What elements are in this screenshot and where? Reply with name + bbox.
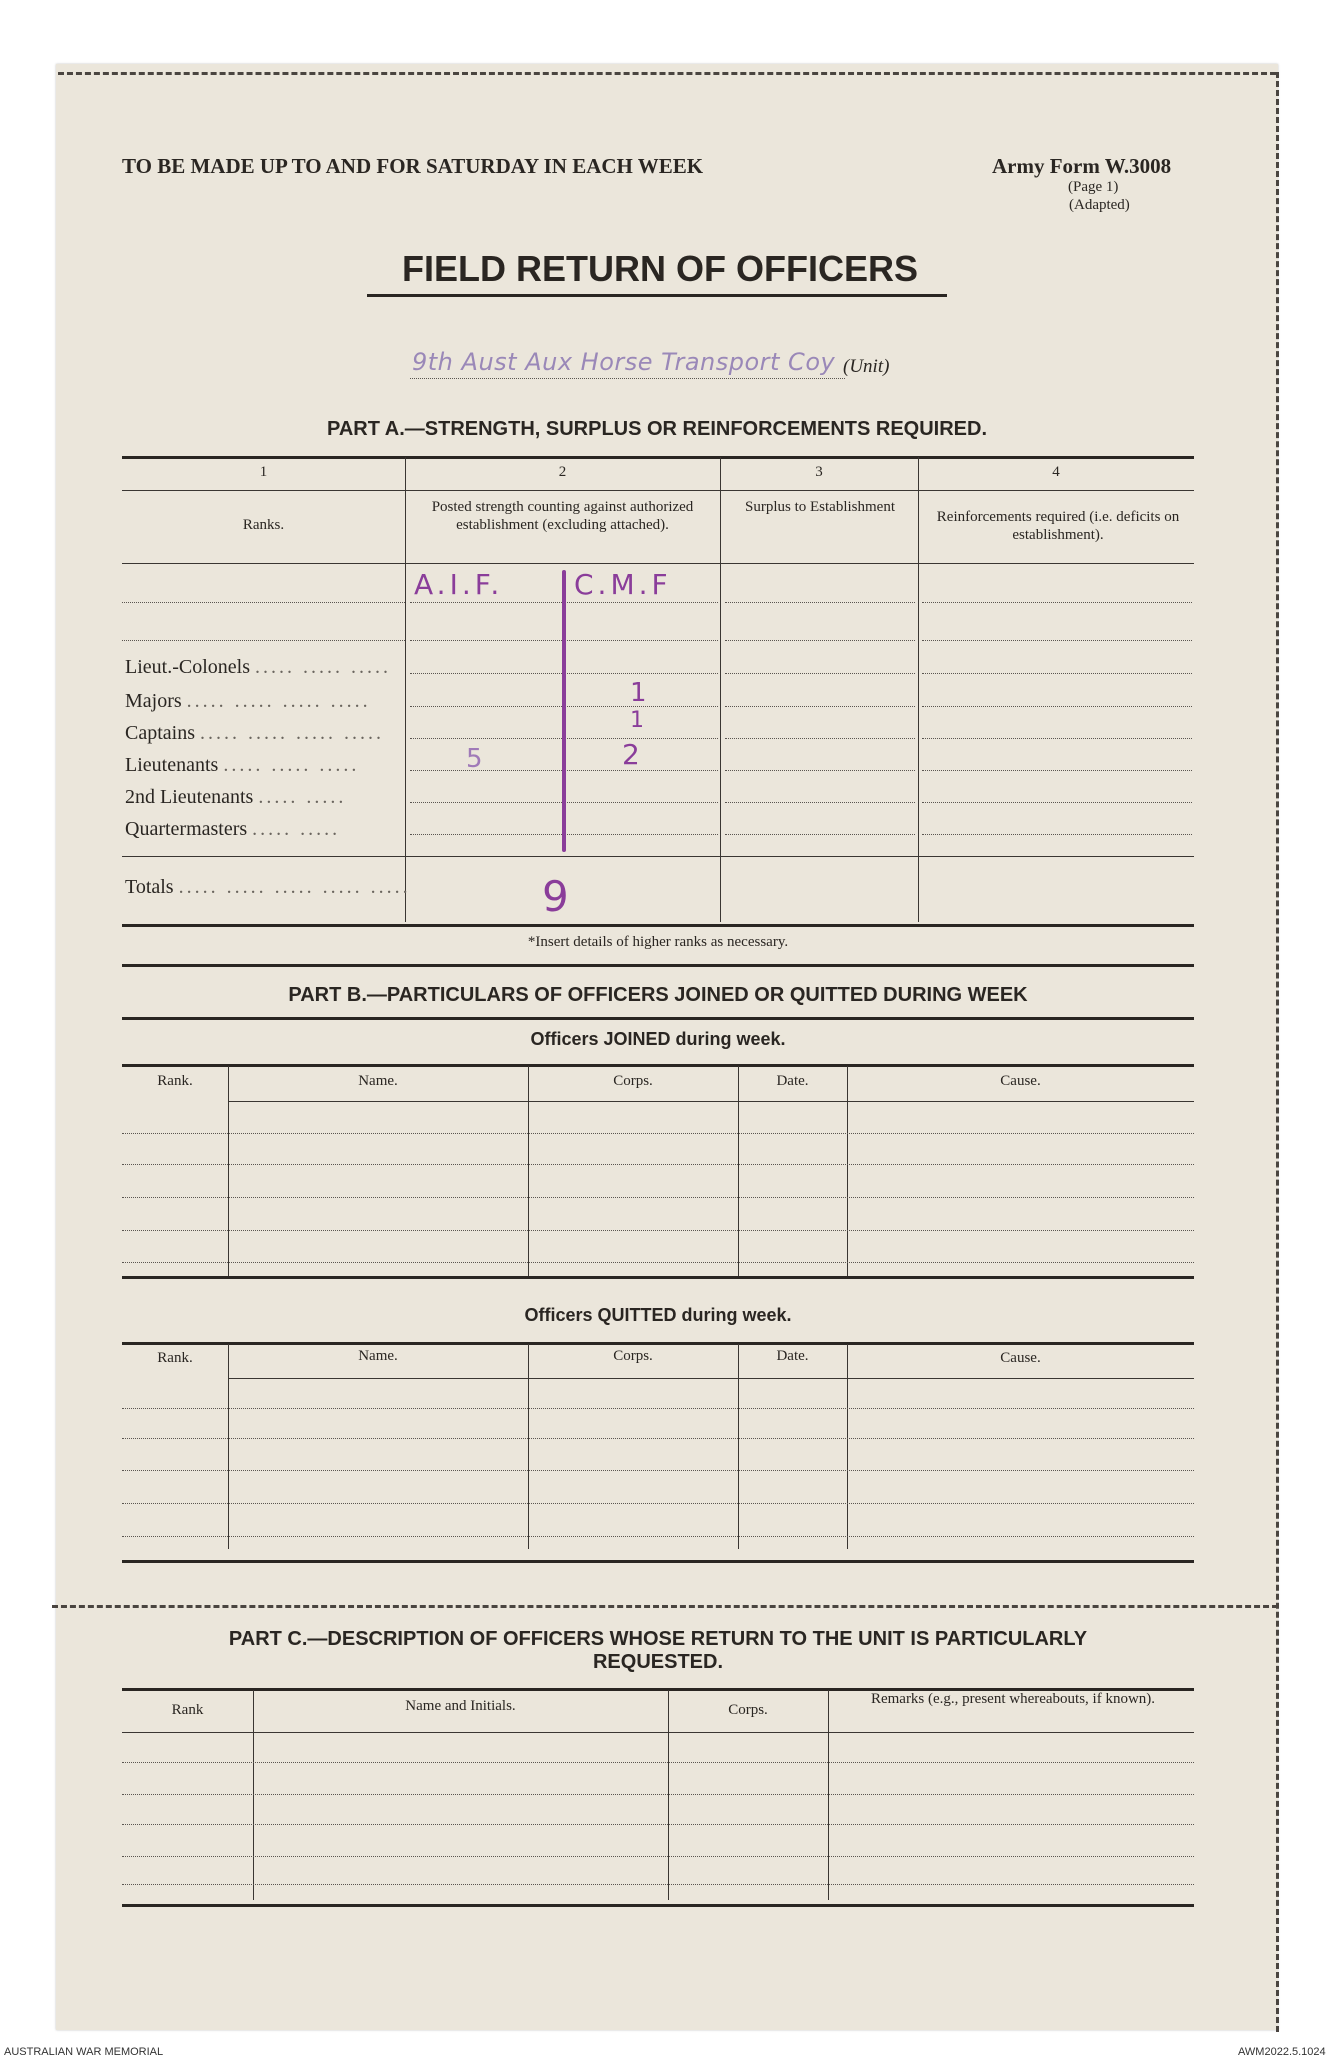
- row-rule: [122, 1262, 1194, 1263]
- part-c-col-sep: [828, 1690, 829, 1900]
- row-rule: [922, 834, 1192, 835]
- part-a-footnote: *Insert details of higher ranks as necessary.: [527, 934, 789, 950]
- row-rule: [725, 706, 915, 707]
- row-rule: [922, 738, 1192, 739]
- row-rule: [122, 1824, 1194, 1825]
- perforation-right: [1276, 72, 1279, 2032]
- quitted-bottom-rule: [122, 1560, 1194, 1563]
- part-b-heading: PART B.—PARTICULARS OF OFFICERS JOINED OR QUITTED DURING WEEK: [288, 984, 1028, 1006]
- quitted-header-rank: Rank.: [157, 1350, 193, 1366]
- quitted-header-corps: Corps.: [613, 1348, 653, 1364]
- quitted-top-rule: [122, 1342, 1194, 1345]
- col-number-1: 1: [259, 464, 268, 480]
- joined-col-sep: [228, 1066, 229, 1276]
- title-underline: [367, 294, 947, 297]
- col-header-reinforcements: Reinforcements required (i.e. deficits on establishment).: [936, 509, 1180, 543]
- row-rule: [122, 1884, 1194, 1885]
- row-rule: [122, 1856, 1194, 1857]
- col-header-ranks: Ranks.: [242, 517, 285, 533]
- rank-lieutenants: Lieutenants ..... ..... .....: [125, 754, 360, 776]
- part-c-header-corps: Corps.: [728, 1702, 768, 1718]
- joined-bottom-rule: [122, 1276, 1194, 1279]
- part-a-col-sep-3: [918, 457, 919, 922]
- part-c-col-sep: [668, 1690, 669, 1900]
- page-title: FIELD RETURN OF OFFICERS: [402, 248, 918, 289]
- row-rule: [922, 770, 1192, 771]
- part-c-bottom-rule: [122, 1904, 1194, 1907]
- handwritten-cmf: C.M.F: [574, 568, 672, 601]
- joined-col-sep: [738, 1066, 739, 1276]
- part-b-heading-rule: [122, 1017, 1194, 1020]
- rank-lieut-colonels: Lieut.-Colonels ..... ..... .....: [125, 656, 391, 678]
- handwritten-lieutenants-aif: 5: [466, 744, 483, 774]
- quitted-header-cause: Cause.: [1000, 1350, 1041, 1366]
- quitted-title: Officers QUITTED during week.: [524, 1305, 792, 1325]
- quitted-header-date: Date.: [776, 1348, 809, 1364]
- row-rule: [122, 1794, 1194, 1795]
- row-rule: [922, 673, 1192, 674]
- row-rule: [122, 1503, 1194, 1504]
- footer-credit-left: AUSTRALIAN WAR MEMORIAL: [4, 2046, 164, 2058]
- joined-col-sep: [528, 1066, 529, 1276]
- quitted-col-sep: [228, 1344, 229, 1549]
- row-rule: [922, 802, 1192, 803]
- row-rule: [922, 640, 1192, 641]
- row-rule: [725, 770, 915, 771]
- handwritten-divider: [562, 570, 566, 852]
- col-number-2: 2: [558, 464, 567, 480]
- row-rule: [122, 1470, 1194, 1471]
- rank-quartermasters: Quartermasters ..... .....: [125, 818, 341, 840]
- joined-header-cause: Cause.: [1000, 1073, 1041, 1089]
- rank-captains: Captains ..... ..... ..... .....: [125, 722, 384, 744]
- col-header-surplus: Surplus to Establishment: [745, 499, 895, 515]
- joined-title: Officers JOINED during week.: [530, 1029, 786, 1049]
- row-rule: [725, 602, 915, 603]
- quitted-col-sep: [738, 1344, 739, 1549]
- rank-majors: Majors ..... ..... ..... .....: [125, 690, 371, 712]
- row-rule: [122, 1536, 1194, 1537]
- unit-handwritten: 9th Aust Aux Horse Transport Coy: [412, 348, 836, 376]
- perforation-middle: [52, 1605, 1278, 1608]
- perforation-top: [58, 72, 1276, 75]
- part-c-header-rule: [122, 1732, 1194, 1733]
- part-c-header-name: Name and Initials.: [405, 1698, 516, 1714]
- row-rule: [725, 834, 915, 835]
- quitted-header-rule: [228, 1378, 1194, 1379]
- handwritten-majors-cmf: 1: [630, 678, 647, 708]
- row-rule: [122, 1230, 1194, 1231]
- part-a-colnum-rule: [122, 490, 1194, 491]
- part-b-top-rule: [122, 964, 1194, 967]
- part-c-heading: [122, 1628, 1194, 1674]
- form-page: (Page 1): [1068, 179, 1119, 195]
- form-adapted: (Adapted): [1069, 197, 1130, 213]
- part-a-col-sep-2: [720, 457, 721, 922]
- handwritten-captains-cmf: 1: [630, 708, 644, 733]
- quitted-col-sep: [847, 1344, 848, 1549]
- row-rule: [725, 673, 915, 674]
- row-rule: [122, 1438, 1194, 1439]
- part-c-heading-line2: REQUESTED.: [592, 1651, 724, 1673]
- form-number: Army Form W.3008: [992, 154, 1172, 178]
- part-a-header-rule: [122, 563, 1194, 564]
- part-a-heading: PART A.—STRENGTH, SURPLUS OR REINFORCEMENTS REQUIRED.: [326, 418, 988, 440]
- row-rule: [122, 1133, 1194, 1134]
- instruction-line: TO BE MADE UP TO AND FOR SATURDAY IN EACH WEEK: [122, 154, 704, 178]
- row-rule: [922, 706, 1192, 707]
- handwritten-aif: A.I.F.: [414, 568, 504, 601]
- row-rule: [725, 802, 915, 803]
- row-rule: [122, 1408, 1194, 1409]
- part-c-header-remarks: Remarks (e.g., present whereabouts, if known).: [870, 1691, 1156, 1707]
- col-number-3: 3: [815, 464, 823, 480]
- part-c-header-rank: Rank: [171, 1702, 204, 1718]
- part-c-col-sep: [253, 1690, 254, 1900]
- quitted-header-name: Name.: [358, 1348, 398, 1364]
- col-header-posted: Posted strength counting against authorized establishment (excluding attached).: [431, 499, 694, 533]
- row-rule: [122, 602, 405, 603]
- unit-label: (Unit): [843, 356, 890, 377]
- part-c-heading-line1: PART C.—DESCRIPTION OF OFFICERS WHOSE RETURN TO THE UNIT IS PARTICULARLY: [228, 1628, 1088, 1650]
- totals-label: Totals ..... ..... ..... ..... .....: [125, 876, 411, 898]
- totals-top-rule: [122, 856, 1194, 857]
- col-number-4: 4: [1052, 464, 1060, 480]
- quitted-col-sep: [528, 1344, 529, 1549]
- part-a-bottom-rule: [122, 924, 1194, 927]
- row-rule: [122, 1197, 1194, 1198]
- joined-header-name: Name.: [358, 1073, 398, 1089]
- row-rule: [122, 1164, 1194, 1165]
- joined-top-rule: [122, 1064, 1194, 1067]
- unit-line: [410, 378, 845, 379]
- row-rule: [725, 738, 915, 739]
- row-rule: [122, 640, 405, 641]
- joined-col-sep: [847, 1066, 848, 1276]
- rank-2nd-lieutenants: 2nd Lieutenants ..... .....: [125, 786, 347, 808]
- part-a-top-rule: [122, 456, 1194, 459]
- row-rule: [922, 602, 1192, 603]
- joined-header-rule: [228, 1101, 1194, 1102]
- joined-header-date: Date.: [776, 1073, 809, 1089]
- joined-header-corps: Corps.: [613, 1073, 653, 1089]
- row-rule: [122, 1762, 1194, 1763]
- part-a-col-sep-1: [405, 457, 406, 922]
- row-rule: [725, 640, 915, 641]
- handwritten-lieutenants-cmf: 2: [622, 738, 640, 771]
- joined-header-rank: Rank.: [157, 1073, 193, 1089]
- handwritten-total: 9: [542, 872, 569, 921]
- footer-credit-right: AWM2022.5.1024: [1238, 2046, 1326, 2058]
